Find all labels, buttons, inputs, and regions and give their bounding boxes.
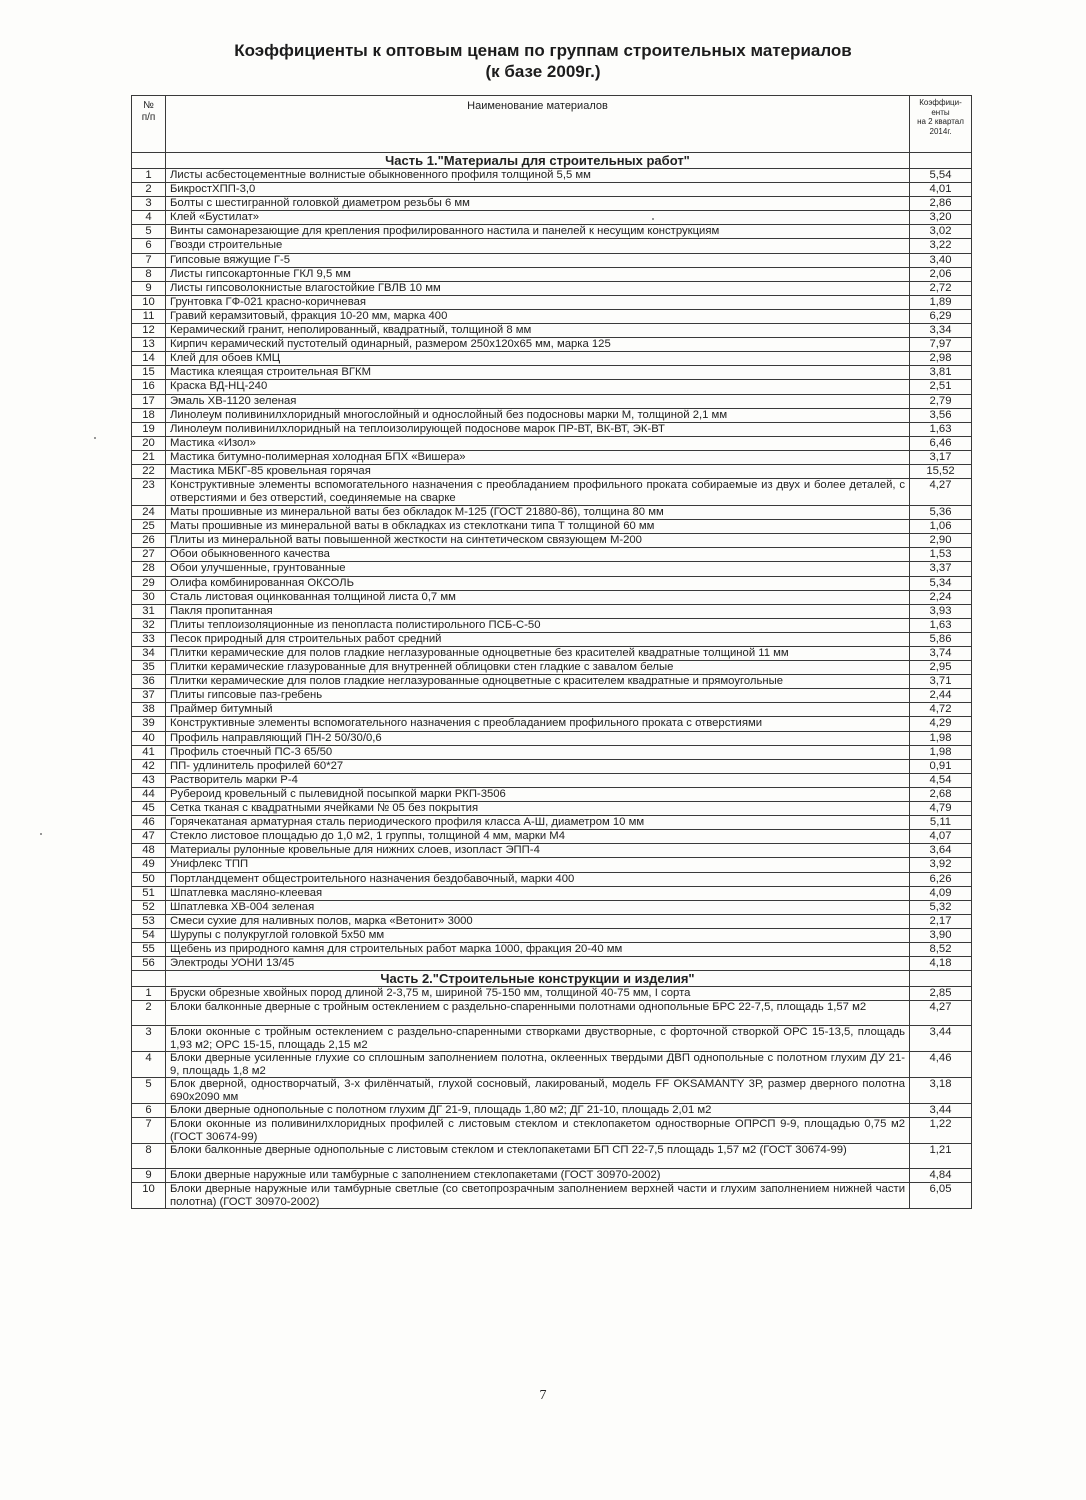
coefficient-value: 3,93 [910,604,972,618]
table-row [132,253,972,267]
material-name: Мастика «Изол» [166,436,910,450]
coefficient-value: 5,32 [910,900,972,914]
coefficient-value: 4,07 [910,830,972,844]
row-number: 6 [132,239,166,253]
table-row [132,394,972,408]
scan-speck [94,437,96,439]
header-coefficient: Коэффици- енты на 2 квартал 2014г. [910,96,972,153]
coefficient-value: 4,79 [910,802,972,816]
coefficient-value: 3,90 [910,928,972,942]
row-number: 1 [132,169,166,183]
material-name: Блоки дверные наружные или тамбурные с заполнением стеклопакетами (ГОСТ 30970-2002) [166,1169,910,1183]
document-title [0,40,1086,82]
material-name: Электроды УОНИ 13/45 [166,957,910,971]
row-number: 34 [132,647,166,661]
material-name: Клей «Бустилат» [166,211,910,225]
material-name: Грунтовка ГФ-021 красно-коричневая [166,295,910,309]
material-name: Гравий керамзитовый, фракция 10-20 мм, марка 400 [166,309,910,323]
row-number: 8 [132,267,166,281]
row-number: 43 [132,773,166,787]
coefficient-value: 3,81 [910,366,972,380]
row-number: 1 [132,987,166,1001]
material-name: Болты с шестигранной головкой диаметром резьбы 6 мм [166,197,910,211]
table-row [132,1183,972,1209]
table-row [132,787,972,801]
row-number: 36 [132,675,166,689]
row-number: 7 [132,1118,166,1144]
material-name: Сталь листовая оцинкованная толщиной листа 0,7 мм [166,590,910,604]
material-name: Унифлекс ТПП [166,858,910,872]
coefficient-value: 3,02 [910,225,972,239]
row-number: 49 [132,858,166,872]
coefficient-value: 3,22 [910,239,972,253]
table-row [132,886,972,900]
material-name: Обои улучшенные, грунтованные [166,562,910,576]
table-row [132,169,972,183]
row-number: 6 [132,1104,166,1118]
material-name: Листы асбестоцементные волнистые обыкновенного профиля толщиной 5,5 мм [166,169,910,183]
table-row [132,506,972,520]
row-number: 7 [132,253,166,267]
row-number: 26 [132,534,166,548]
table-row [132,295,972,309]
row-number: 15 [132,366,166,380]
table-row [132,479,972,506]
table-row [132,872,972,886]
material-name: Гвозди строительные [166,239,910,253]
table-row [132,576,972,590]
material-name: Конструктивные элементы вспомогательного назначения с преобладанием профильного проката собираемые из двух и более деталей, с отверстиями и без отверстий, соединяемые на сварке [166,479,910,506]
table-row [132,590,972,604]
material-name: Маты прошивные из минеральной ваты без обкладок М-125 (ГОСТ 21880-86), толщина 80 мм [166,506,910,520]
coefficient-value: 2,44 [910,689,972,703]
row-number: 9 [132,1169,166,1183]
material-name: Материалы рулонные кровельные для нижних слоев, изопласт ЭПП-4 [166,844,910,858]
row-number: 30 [132,590,166,604]
row-number: 5 [132,225,166,239]
table-row [132,703,972,717]
row-number: 27 [132,548,166,562]
coefficient-value: 5,11 [910,816,972,830]
row-number: 32 [132,618,166,632]
coefficient-value: 4,01 [910,183,972,197]
coefficient-value: 2,85 [910,987,972,1001]
coefficient-value: 6,29 [910,309,972,323]
material-name: Смеси сухие для наливных полов, марка «Ветонит» 3000 [166,914,910,928]
coefficient-value: 3,71 [910,675,972,689]
coefficient-value: 4,18 [910,957,972,971]
coefficients-table [131,95,972,1209]
coefficient-value: 4,54 [910,773,972,787]
row-number: 44 [132,787,166,801]
row-number: 47 [132,830,166,844]
header-material-name: Наименование материалов [166,96,910,153]
coefficient-value: 2,95 [910,661,972,675]
row-number: 11 [132,309,166,323]
row-number: 50 [132,872,166,886]
table-row [132,520,972,534]
coefficient-value: 2,24 [910,590,972,604]
table-row [132,689,972,703]
table-row [132,717,972,731]
row-number: 28 [132,562,166,576]
table-row [132,380,972,394]
table-row [132,1001,972,1026]
material-name: Блоки оконные с тройным остеклением с раздельно-спаренными створками двустворные, с форточной створкой ОРС 15-13,5, площадь 1,93 м2; ОРС 15-15, площадь 2,15 м2 [166,1026,910,1052]
material-name: Растворитель марки Р-4 [166,773,910,787]
material-name: Блоки оконные из поливинилхлоридных профилей с листовым стеклом и стеклопакетом одностворные ОПРСП 9-9, площадью 0,75 м2 (ГОСТ 30674-99) [166,1118,910,1144]
table-row [132,928,972,942]
table-row [132,1144,972,1169]
material-name: Гипсовые вяжущие Г-5 [166,253,910,267]
material-name: Эмаль ХВ-1120 зеленая [166,394,910,408]
row-number: 17 [132,394,166,408]
row-number: 3 [132,197,166,211]
coefficient-value: 2,86 [910,197,972,211]
row-number: 18 [132,408,166,422]
material-name: Песок природный для строительных работ средний [166,632,910,646]
material-name: Стекло листовое площадью до 1,0 м2, 1 группы, толщиной 4 мм, марки М4 [166,830,910,844]
row-number: 10 [132,1183,166,1209]
page-number: 7 [539,1388,547,1403]
row-number: 51 [132,886,166,900]
material-name: Мастика битумно-полимерная холодная БПХ «Вишера» [166,450,910,464]
material-name: Олифа комбинированная ОКСОЛЬ [166,576,910,590]
row-number: 16 [132,380,166,394]
material-name: Профиль стоечный ПС-3 65/50 [166,745,910,759]
table-row [132,661,972,675]
material-name: Праймер битумный [166,703,910,717]
table-row [132,534,972,548]
table-row [132,1026,972,1052]
coefficient-value: 3,92 [910,858,972,872]
row-number: 37 [132,689,166,703]
material-name: Краска ВД-НЦ-240 [166,380,910,394]
row-number: 23 [132,479,166,506]
material-name: Бруски обрезные хвойных пород длиной 2-3,75 м, шириной 75-150 мм, толщиной 40-75 мм, I сорта [166,987,910,1001]
row-number: 2 [132,183,166,197]
material-name: Блоки дверные наружные или тамбурные светлые (со светопрозрачным заполнением верхней части и глухим заполнением нижней части полотна) (ГОСТ 30970-2002) [166,1183,910,1209]
section-header [132,153,972,169]
row-number: 25 [132,520,166,534]
coefficient-value: 2,72 [910,281,972,295]
coefficient-value: 2,51 [910,380,972,394]
row-number: 5 [132,1078,166,1104]
material-name: Блоки дверные усиленные глухие со сплошным заполнением полотна, оклеенных твердыми ДВП однопольные с полотном глухим ДУ 21-9, площадь 1,8 м2 [166,1052,910,1078]
section-coef-cell [910,971,972,987]
table-row [132,239,972,253]
table-row [132,309,972,323]
material-name: Блоки балконные дверные с тройным остеклением с раздельно-спаренными полотнами однопольные БРС 22-7,5, площадь 1,57 м2 [166,1001,910,1026]
row-number: 42 [132,759,166,773]
material-name: Сетка тканая с квадратными ячейками № 05 без покрытия [166,802,910,816]
material-name: Плиты гипсовые паз-гребень [166,689,910,703]
row-number: 48 [132,844,166,858]
material-name: Керамический гранит, неполированный, квадратный, толщиной 8 мм [166,324,910,338]
coefficient-value: 5,36 [910,506,972,520]
section-title: Часть 2."Строительные конструкции и изделия" [166,971,910,987]
coefficient-value: 15,52 [910,464,972,478]
table-row [132,464,972,478]
table-row [132,632,972,646]
section-number-cell [132,971,166,987]
scan-speck [40,833,42,835]
row-number: 53 [132,914,166,928]
table-row [132,987,972,1001]
material-name: Линолеум поливинилхлоридный на теплоизолирующей подоснове марок ПР-ВТ, ВК-ВТ, ЭК-ВТ [166,422,910,436]
coefficient-value: 4,09 [910,886,972,900]
row-number: 38 [132,703,166,717]
coefficient-value: 4,72 [910,703,972,717]
table-row [132,816,972,830]
table-row [132,1052,972,1078]
coefficient-value: 3,34 [910,324,972,338]
coefficient-value: 6,26 [910,872,972,886]
row-number: 9 [132,281,166,295]
coefficient-value: 3,40 [910,253,972,267]
coefficient-value: 1,63 [910,618,972,632]
table-row [132,225,972,239]
row-number: 3 [132,1026,166,1052]
table-row [132,450,972,464]
material-name: Шурупы с полукруглой головкой 5х50 мм [166,928,910,942]
section-number-cell [132,153,166,169]
material-name: Горячекатаная арматурная сталь периодического профиля класса А-Ш, диаметром 10 мм [166,816,910,830]
row-number: 8 [132,1144,166,1169]
coefficient-value: 6,46 [910,436,972,450]
row-number: 12 [132,324,166,338]
material-name: Пакля пропитанная [166,604,910,618]
row-number: 33 [132,632,166,646]
material-name: Плиты из минеральной ваты повышенной жесткости на синтетическом связующем М-200 [166,534,910,548]
coefficient-value: 1,53 [910,548,972,562]
coefficient-value: 1,98 [910,731,972,745]
section-title: Часть 1."Материалы для строительных работ" [166,153,910,169]
row-number: 39 [132,717,166,731]
table-row [132,773,972,787]
coefficient-value: 1,06 [910,520,972,534]
table-row [132,211,972,225]
section-header [132,971,972,987]
material-name: Портландцемент общестроительного назначения бездобавочный, марки 400 [166,872,910,886]
coefficient-value: 2,79 [910,394,972,408]
row-number: 56 [132,957,166,971]
table-row [132,197,972,211]
section-coef-cell [910,153,972,169]
table-row [132,759,972,773]
table-row [132,900,972,914]
table-row [132,830,972,844]
material-name: Линолеум поливинилхлоридный многослойный и однослойный без подосновы марки М, толщиной 2,1 мм [166,408,910,422]
table-row [132,675,972,689]
coefficient-value: 0,91 [910,759,972,773]
coefficient-value: 2,68 [910,787,972,801]
table-row [132,604,972,618]
material-name: Мастика МБКГ-85 кровельная горячая [166,464,910,478]
material-name: ПП- удлинитель профилей 60*27 [166,759,910,773]
table-row [132,281,972,295]
material-name: Винты самонарезающие для крепления профилированного настила и панелей к несущим конструкциям [166,225,910,239]
coefficient-value: 1,98 [910,745,972,759]
coefficient-value: 3,18 [910,1078,972,1104]
coefficient-value: 5,86 [910,632,972,646]
material-name: Плиты теплоизоляционные из пенопласта полистирольного ПСБ-С-50 [166,618,910,632]
table-row [132,1118,972,1144]
table-row [132,858,972,872]
row-number: 4 [132,211,166,225]
row-number: 20 [132,436,166,450]
row-number: 21 [132,450,166,464]
material-name: Обои обыкновенного качества [166,548,910,562]
material-name: Шпатлевка масляно-клеевая [166,886,910,900]
coefficient-value: 4,27 [910,479,972,506]
material-name: Мастика клеящая строительная ВГКМ [166,366,910,380]
table-row [132,802,972,816]
coefficient-value: 4,46 [910,1052,972,1078]
row-number: 14 [132,352,166,366]
table-row [132,562,972,576]
material-name: Плитки керамические для полов гладкие неглазурованные одноцветные с красителем квадратные и прямоугольные [166,675,910,689]
material-name: Плитки керамические глазурованные для внутренней облицовки стен гладкие с завалом белые [166,661,910,675]
table-row [132,267,972,281]
material-name: Шпатлевка ХВ-004 зеленая [166,900,910,914]
row-number: 22 [132,464,166,478]
row-number: 24 [132,506,166,520]
material-name: Щебень из природного камня для строительных работ марка 1000, фракция 20-40 мм [166,942,910,956]
coefficient-value: 1,21 [910,1144,972,1169]
table-row [132,844,972,858]
table-row [132,422,972,436]
material-name: Маты прошивные из минеральной ваты в обкладках из стеклоткани типа Т толщиной 60 мм [166,520,910,534]
table-row [132,618,972,632]
coefficient-value: 3,44 [910,1104,972,1118]
material-name: Блоки балконные дверные однопольные с листовым стеклом и стеклопакетами БП СП 22-7,5 площадь 1,57 м2 (ГОСТ 30674-99) [166,1144,910,1169]
material-name: Плитки керамические для полов гладкие неглазурованные одноцветные без красителей квадратные толщиной 11 мм [166,647,910,661]
coefficient-value: 3,44 [910,1026,972,1052]
material-name: Конструктивные элементы вспомогательного назначения с преобладанием профильного проката с отверстиями [166,717,910,731]
row-number: 10 [132,295,166,309]
title-line-2: (к базе 2009г.) [485,62,601,81]
table-row [132,942,972,956]
coefficient-value: 3,20 [910,211,972,225]
table-row [132,352,972,366]
row-number: 54 [132,928,166,942]
coefficient-value: 2,90 [910,534,972,548]
coefficient-value: 4,84 [910,1169,972,1183]
row-number: 4 [132,1052,166,1078]
table-row [132,408,972,422]
coefficient-value: 5,54 [910,169,972,183]
coefficient-value: 2,17 [910,914,972,928]
table-row [132,1104,972,1118]
table-row [132,366,972,380]
row-number: 31 [132,604,166,618]
table-row [132,1078,972,1104]
header-number: № п/п [132,96,166,153]
table-row [132,914,972,928]
row-number: 2 [132,1001,166,1026]
scan-speck [652,218,654,220]
coefficient-value: 1,22 [910,1118,972,1144]
row-number: 46 [132,816,166,830]
table-row [132,338,972,352]
table-header [132,96,972,153]
coefficient-value: 3,17 [910,450,972,464]
row-number: 19 [132,422,166,436]
material-name: Кирпич керамический пустотелый одинарный, размером 250х120х65 мм, марка 125 [166,338,910,352]
row-number: 40 [132,731,166,745]
coefficient-value: 4,29 [910,717,972,731]
material-name: Блок дверной, одностворчатый, 3-х филёнчатый, глухой сосновый, лакированый, модель FF OKSAMANTY 3Р, размер дверного полотна 690х2090 мм [166,1078,910,1104]
coefficient-value: 3,64 [910,844,972,858]
table-row [132,1169,972,1183]
row-number: 35 [132,661,166,675]
table-row [132,745,972,759]
title-line-1: Коэффициенты к оптовым ценам по группам строительных материалов [234,41,852,60]
material-name: Блоки дверные однопольные с полотном глухим ДГ 21-9, площадь 1,80 м2; ДГ 21-10, площадь 2,01 м2 [166,1104,910,1118]
material-name: Клей для обоев КМЦ [166,352,910,366]
table-row [132,436,972,450]
material-name: Рубероид кровельный с пылевидной посыпкой марки РКП-3506 [166,787,910,801]
coefficient-value: 4,27 [910,1001,972,1026]
table-row [132,183,972,197]
coefficient-value: 2,98 [910,352,972,366]
row-number: 45 [132,802,166,816]
row-number: 55 [132,942,166,956]
coefficient-value: 5,34 [910,576,972,590]
coefficient-value: 3,74 [910,647,972,661]
row-number: 41 [132,745,166,759]
coefficient-value: 6,05 [910,1183,972,1209]
table-row [132,957,972,971]
coefficient-value: 3,56 [910,408,972,422]
coefficient-value: 8,52 [910,942,972,956]
coefficient-value: 2,06 [910,267,972,281]
table-row [132,324,972,338]
coefficient-value: 1,89 [910,295,972,309]
coefficient-value: 7,97 [910,338,972,352]
coefficient-value: 3,37 [910,562,972,576]
material-name: Листы гипсоволокнистые влагостойкие ГВЛВ 10 мм [166,281,910,295]
material-name: БикростХПП-3,0 [166,183,910,197]
table-row [132,731,972,745]
material-name: Листы гипсокартонные ГКЛ 9,5 мм [166,267,910,281]
row-number: 29 [132,576,166,590]
coefficient-value: 1,63 [910,422,972,436]
material-name: Профиль направляющий ПН-2 50/30/0,6 [166,731,910,745]
table-row [132,548,972,562]
row-number: 13 [132,338,166,352]
table-row [132,647,972,661]
row-number: 52 [132,900,166,914]
